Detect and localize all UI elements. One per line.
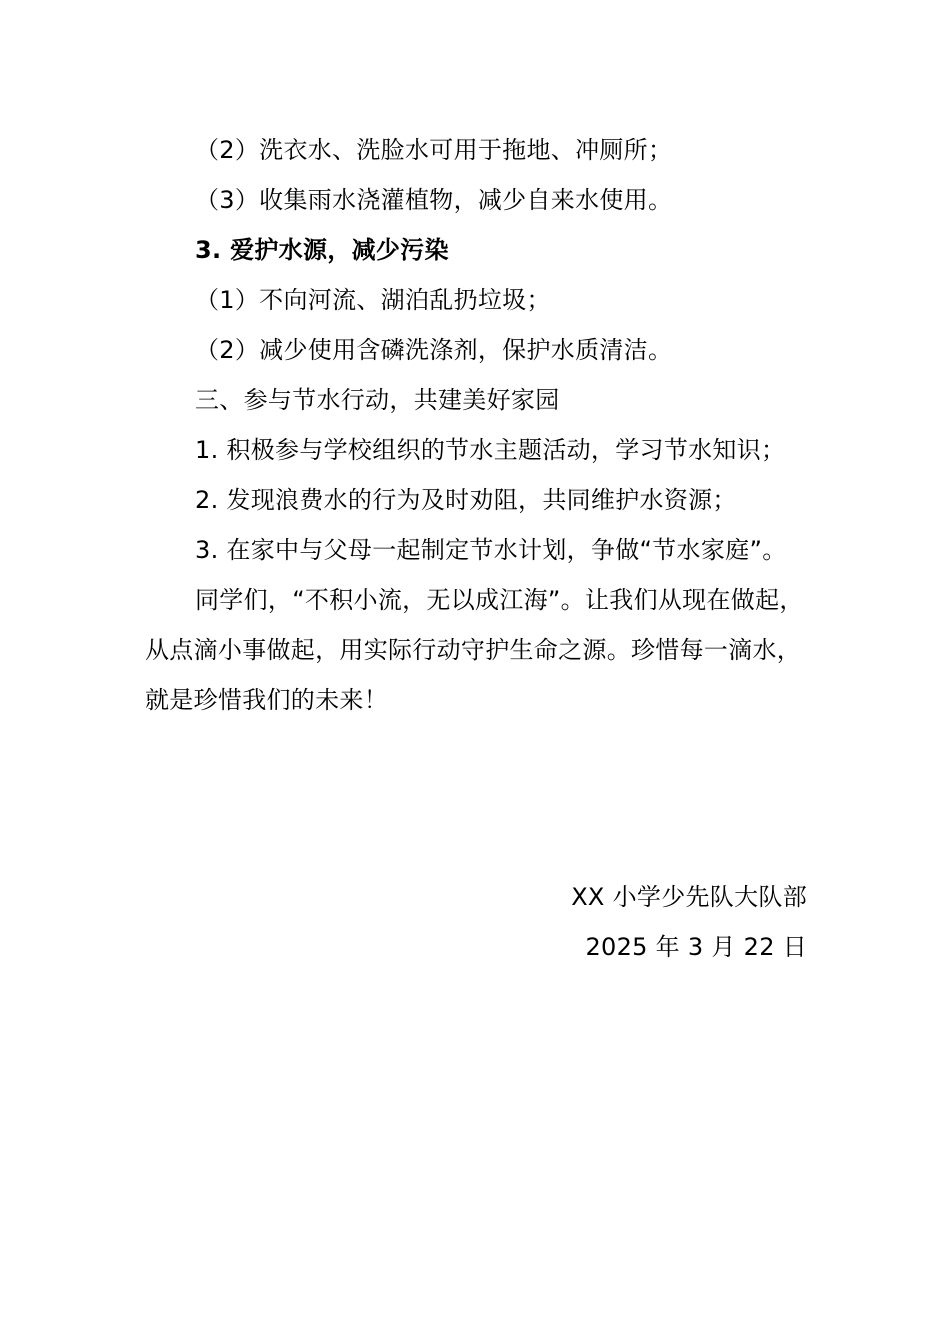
section-heading-join-action: 三、参与节水行动，共建美好家园 [195, 386, 560, 414]
paragraph-wash-water: （2）洗衣水、洗脸水可用于拖地、冲厕所； [195, 136, 673, 164]
signature-organization: XX 小学少先队大队部 [571, 883, 807, 911]
signature-date: 2025 年 3 月 22 日 [585, 933, 807, 961]
paragraph-family-plan: 3. 在家中与父母一起制定节水计划，争做“节水家庭”。 [195, 536, 787, 564]
paragraph-school-activities: 1. 积极参与学校组织的节水主题活动，学习节水知识； [195, 436, 786, 464]
signature-block [571, 872, 807, 972]
paragraph-detergent: （2）减少使用含磷洗涤剂，保护水质清洁。 [195, 336, 673, 364]
paragraph-stop-waste: 2. 发现浪费水的行为及时劝阻，共同维护水资源； [195, 486, 737, 514]
document-body [145, 125, 807, 725]
paragraph-closing-appeal: 同学们，“不积小流，无以成江海”。让我们从现在做起，从点滴小事做起，用实际行动守护生命之源。珍惜每一滴水，就是珍惜我们的未来！ [145, 586, 804, 714]
paragraph-no-litter: （1）不向河流、湖泊乱扔垃圾； [195, 286, 551, 314]
paragraph-rainwater: （3）收集雨水浇灌植物，减少自来水使用。 [195, 186, 673, 214]
section-heading-protect-water: 3. 爱护水源，减少污染 [195, 236, 449, 264]
